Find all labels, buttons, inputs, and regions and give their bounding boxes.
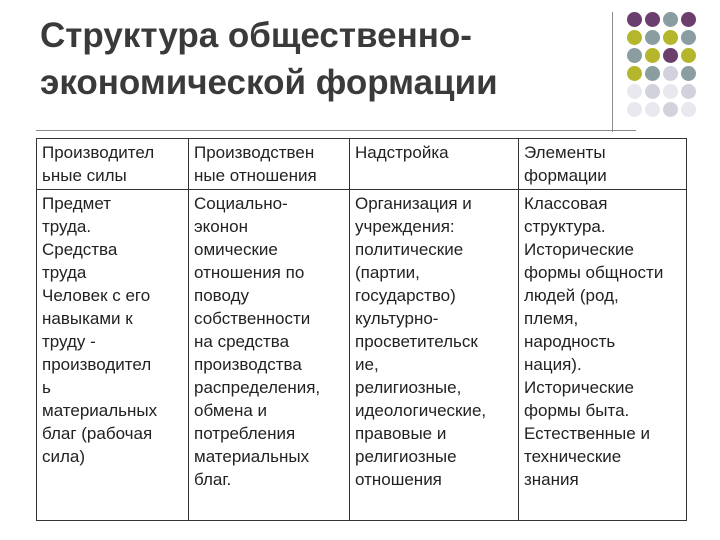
decorative-dot [645, 48, 660, 63]
decorative-dot [645, 84, 660, 99]
decorative-dot [681, 48, 696, 63]
decorative-dot [627, 84, 642, 99]
header-formation-elements: Элементы формации [519, 139, 687, 190]
table-header-row [37, 139, 687, 190]
decorative-dot-grid [627, 12, 696, 117]
decorative-dot [681, 12, 696, 27]
header-production-relations: Производствен ные отношения [189, 139, 350, 190]
cell-formation-elements: Классовая структура. Исторические формы общности людей (род, племя, народность нация). Исторические формы быта. Естественные и технические знания [519, 190, 687, 521]
cell-production-relations: Социально- эконон омические отношения по поводу собственности на средства производства распределения, обмена и потребления материальных благ. [189, 190, 350, 521]
formation-structure-table [36, 138, 687, 521]
divider-horizontal [36, 130, 636, 131]
decorative-dot [645, 102, 660, 117]
decorative-dot [645, 66, 660, 81]
decorative-dot [681, 84, 696, 99]
decorative-dot [663, 102, 678, 117]
decorative-dot [627, 66, 642, 81]
slide-title: Структура общественно-экономической формации [40, 16, 498, 102]
table-row [37, 190, 687, 521]
header-superstructure: Надстройка [350, 139, 519, 190]
decorative-dot [645, 12, 660, 27]
decorative-dot [627, 12, 642, 27]
cell-productive-forces: Предмет труда. Средства труда Человек с его навыками к труду - производител ь материальных благ (рабочая сила) [37, 190, 189, 521]
decorative-dot [645, 30, 660, 45]
decorative-dot [627, 102, 642, 117]
cell-superstructure: Организация и учреждения: политические (партии, государство) культурно- просветительск ие, религиозные, идеологические, правовые и религиозные отношения [350, 190, 519, 521]
decorative-dot [663, 12, 678, 27]
decorative-dot [681, 66, 696, 81]
decorative-dot [627, 48, 642, 63]
decorative-dot [663, 48, 678, 63]
decorative-dot [681, 102, 696, 117]
decorative-dot [663, 84, 678, 99]
header-productive-forces: Производител ьные силы [37, 139, 189, 190]
decorative-dot [627, 30, 642, 45]
decorative-dot [681, 30, 696, 45]
divider-vertical [612, 12, 613, 132]
decorative-dot [663, 30, 678, 45]
decorative-dot [663, 66, 678, 81]
